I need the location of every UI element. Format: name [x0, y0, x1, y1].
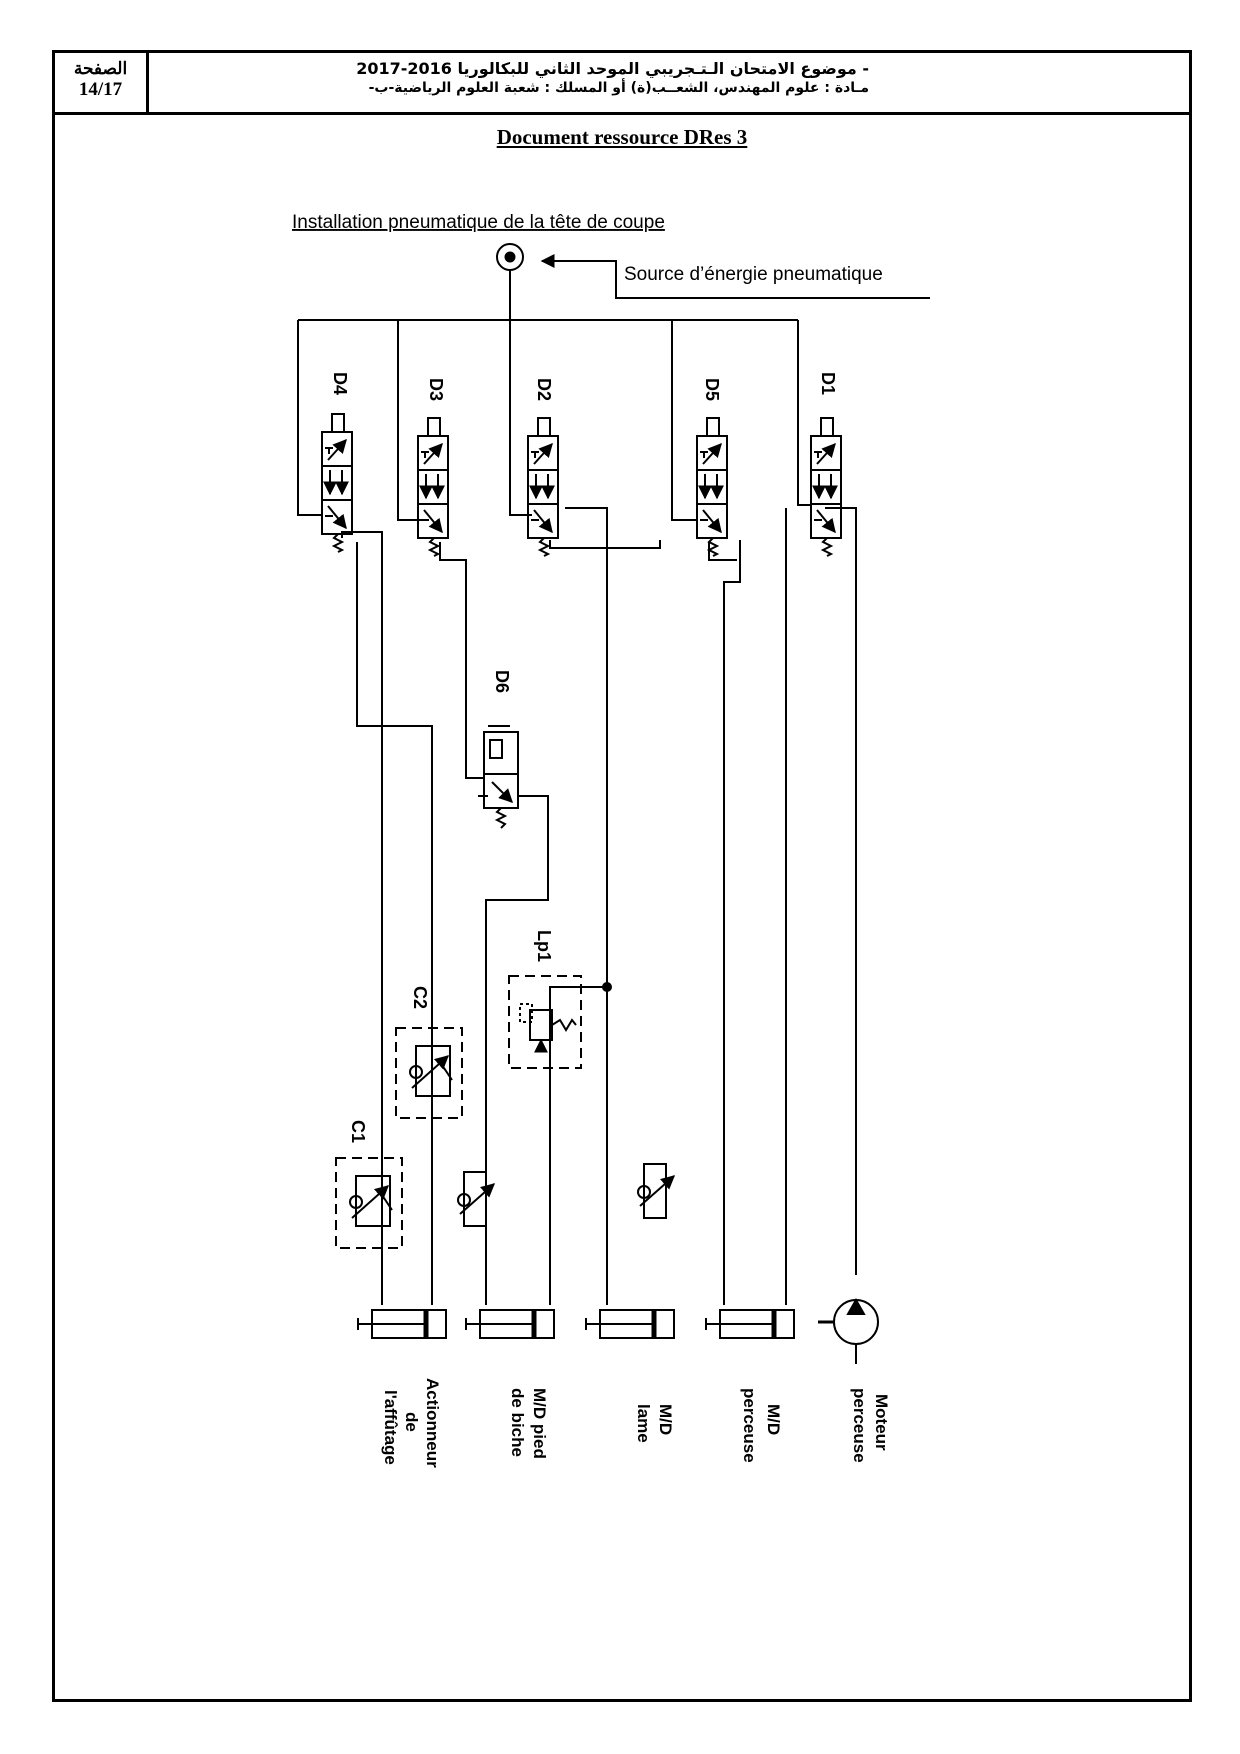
exam-subject: مـادة : علوم المهندس، الشعــب(ة) أو المسلك : شعبة العلوم الرياضية-ب- — [368, 80, 869, 96]
working-lines — [342, 508, 856, 1305]
flow-control-label-c1: C1 — [348, 1120, 368, 1144]
flow-control-label-c2: C2 — [410, 986, 430, 1010]
cylinder-perceuse — [706, 1310, 794, 1338]
motor-perceuse-icon — [818, 1300, 878, 1364]
pneumatic-source-icon — [497, 244, 523, 270]
page-label: الصفحة — [73, 59, 128, 78]
valve-d5-symbol — [697, 418, 727, 556]
actuator-biche-line2: de biche — [508, 1388, 527, 1457]
document-title: Document ressource DRes 3 — [496, 125, 748, 149]
actuator-perceuse-line2: perceuse — [740, 1388, 759, 1463]
exam-title: - موضوع الامتحان الـتـجريبي الموحد الثاني للبكالوريا 2016-2017 — [356, 59, 869, 78]
actuator-lame-line2: lame — [634, 1404, 653, 1443]
actuator-affutage-line2: de — [402, 1412, 421, 1432]
valve-d1-symbol — [811, 418, 841, 556]
cylinder-pied-de-biche — [466, 1310, 554, 1338]
valve-label-d1: D1 — [818, 372, 838, 396]
actuator-lame-line1: M/D — [656, 1404, 675, 1436]
actuator-affutage-line1: Actionneur — [423, 1378, 442, 1468]
flow-control-c2 — [396, 1028, 462, 1118]
source-label: Source d’énergie pneumatique — [624, 264, 883, 285]
valve-d2-symbol — [528, 418, 558, 556]
valve-label-d3: D3 — [426, 378, 446, 402]
limiter-label-lp1: Lp1 — [534, 930, 554, 963]
flow-control-biche — [458, 1172, 494, 1226]
diagram-title: Installation pneumatique de la tête de coupe — [292, 212, 665, 233]
valve-d3-symbol — [418, 418, 448, 556]
pressure-limiter-lp1 — [509, 976, 611, 1068]
valve-label-d2: D2 — [534, 378, 554, 402]
actuator-affutage-line3: l'affûtage — [381, 1390, 400, 1465]
valve-label-d5: D5 — [702, 378, 722, 402]
actuator-biche-line1: M/D pied — [530, 1388, 549, 1459]
motor-label-line1: Moteur — [872, 1394, 891, 1451]
supply-lines — [298, 270, 812, 520]
cylinder-lame — [586, 1310, 674, 1338]
actuator-labels — [381, 1378, 891, 1468]
page-number: 14/17 — [78, 79, 123, 100]
motor-label-line2: perceuse — [850, 1388, 869, 1463]
actuator-perceuse-line1: M/D — [764, 1404, 783, 1436]
flow-control-c1 — [336, 1158, 402, 1248]
cylinder-affutage — [358, 1310, 446, 1338]
flow-control-lame — [638, 1164, 674, 1218]
valve-label-d6: D6 — [492, 670, 512, 694]
valve-label-d4: D4 — [330, 372, 350, 396]
